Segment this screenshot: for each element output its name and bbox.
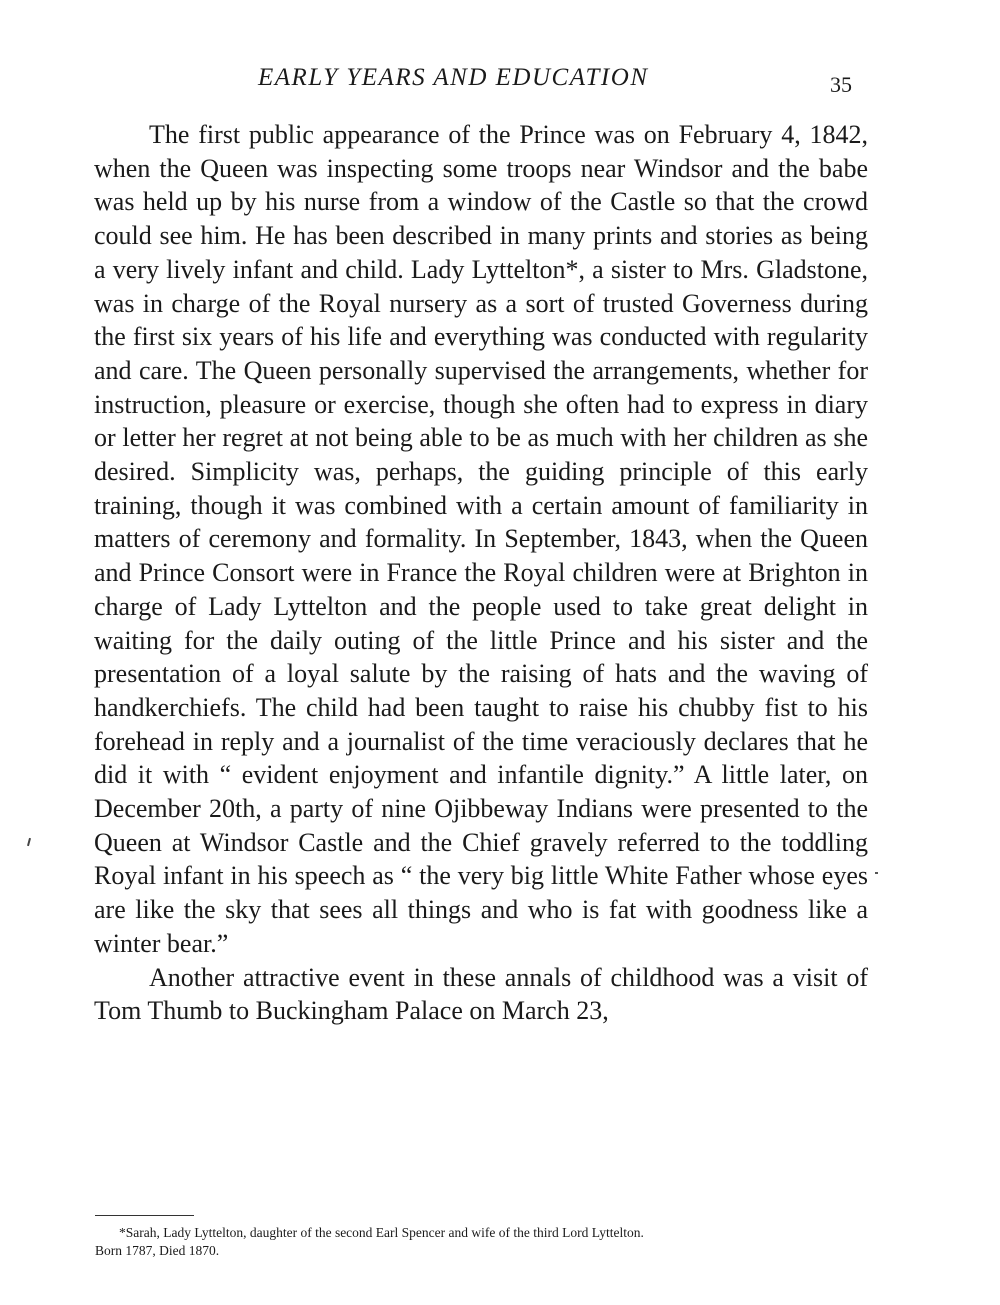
page-number: 35 (830, 72, 852, 97)
margin-mark (875, 872, 878, 874)
footnote-line-1 (95, 1224, 867, 1242)
margin-mark (27, 838, 31, 846)
footnote-rule (95, 1215, 194, 1216)
footnote-line-2: Born 1787, Died 1870. (95, 1243, 220, 1258)
footnote (95, 1224, 867, 1260)
paragraph-2: Another attractive event in these annals of childhood was a visit of Tom Thumb to Buckingham Palace on March 23, (94, 962, 868, 1026)
running-head: EARLY YEARS AND EDUCATION (258, 64, 649, 91)
paragraph-1: The first public appearance of the Prince was on February 4, 1842, when the Queen was inspecting some troops near Windsor and the babe was held up by his nurse from a window of the Castle so that the crowd could see him. He has been described in many prints and stories as being a very lively infant and child. Lady Lyttelton*, a sister to Mrs. Gladstone, was in charge of the Royal nursery as a sort of trusted Governess during the first six years of his life and everything was conducted with regularity and care. The Queen personally supervised the arrangements, whether for instruction, pleasure or exercise, though she often had to express in diary or letter her regret at not being able to be as much with her children as she desired. Simplicity was, perhaps, the guiding principle of this early training, though it was combined with a certain amount of familiarity in matters of ceremony and formality. In September, 1843, when the Queen and Prince Consort were in France the Royal children were at Brighton in charge of Lady Lyttelton and the people used to take great delight in waiting for the daily outing of the little Prince and his sister and the presentation of a loyal salute by the raising of hats and the waving of handkerchiefs. The child had been taught to raise his chubby fist to his forehead in reply and a journalist of the time veraciously declares that he did it with “ evident enjoyment and infantile dignity.” A little later, on December 20th, a party of nine Ojibbeway Indians were presented to the Queen at Windsor Castle and the Chief gravely referred to the toddling Royal infant in his speech as “ the very big little White Father whose eyes are like the sky that sees all things and who is fat with goodness like a winter bear.” (94, 120, 868, 958)
footnote-text: *Sarah, Lady Lyttelton, daughter of the second Earl Spencer and wife of the third Lord Lyttelton. (119, 1225, 644, 1240)
body-text (94, 118, 868, 1028)
